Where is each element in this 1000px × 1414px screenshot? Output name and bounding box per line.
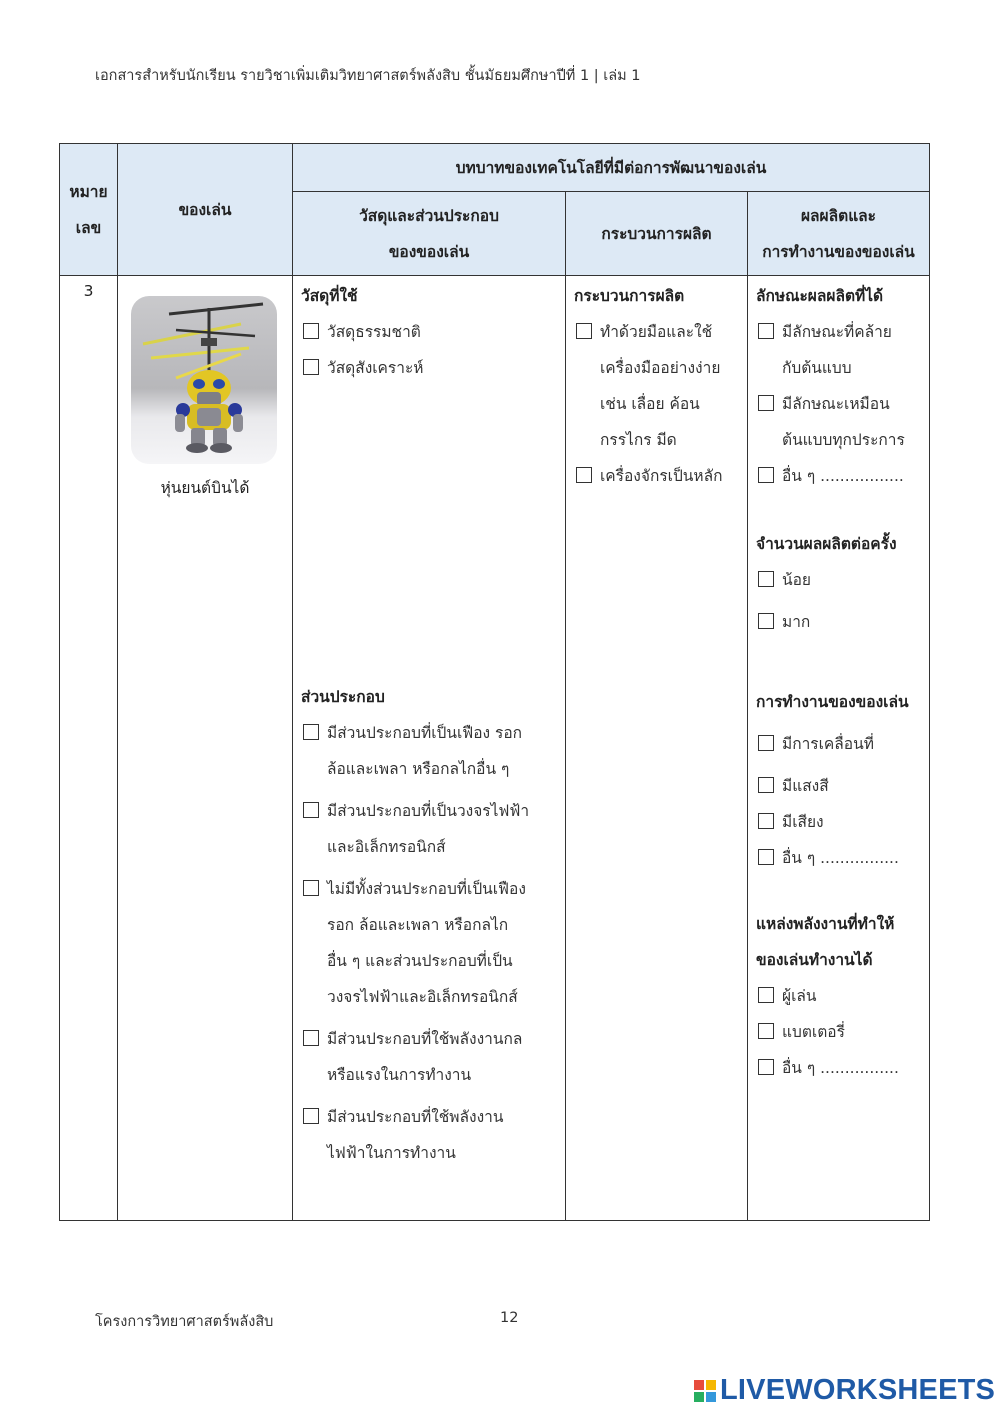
- footer-project: โครงการวิทยาศาสตร์พลังสิบ: [95, 1314, 274, 1330]
- row-number-cell: [60, 276, 118, 1221]
- checkbox[interactable]: [303, 1030, 319, 1046]
- option-player[interactable]: ผู้เล่น: [756, 978, 927, 1014]
- header-number: หมาย เลข: [60, 144, 118, 276]
- option-sound[interactable]: มีเสียง: [756, 804, 927, 840]
- option-electric-energy[interactable]: มีส่วนประกอบที่ใช้พลังงาน ไฟฟ้าในการทำงาน: [301, 1099, 563, 1171]
- flying-robot-image: [131, 296, 277, 464]
- document-header: เอกสารสำหรับนักเรียน รายวิชาเพิ่มเติมวิทยาศาสตร์พลังสิบ ชั้นมัธยมศึกษาปีที่ 1 | เล่ม 1: [95, 68, 641, 84]
- materials-used-title: วัสดุที่ใช้: [301, 287, 358, 305]
- function-title: การทำงานของของเล่น: [756, 693, 909, 711]
- page-number: 12: [500, 1310, 519, 1326]
- option-energy-other[interactable]: อื่น ๆ ................: [756, 1050, 927, 1086]
- option-electronic-parts[interactable]: มีส่วนประกอบที่เป็นวงจรไฟฟ้า และอิเล็กทรอนิกส์: [301, 793, 563, 865]
- product-characteristics-section: [756, 278, 927, 494]
- liveworksheets-brand[interactable]: [694, 1374, 995, 1407]
- header-materials: วัสดุและส่วนประกอบ ของของเล่น: [293, 192, 566, 276]
- checkbox[interactable]: [303, 1108, 319, 1124]
- checkbox[interactable]: [303, 323, 319, 339]
- checkbox[interactable]: [758, 813, 774, 829]
- checkbox[interactable]: [576, 323, 592, 339]
- quantity-section: [756, 526, 927, 640]
- checkbox[interactable]: [758, 395, 774, 411]
- checkbox[interactable]: [758, 1059, 774, 1075]
- quantity-title: จำนวนผลผลิตต่อครั้ง: [756, 535, 897, 553]
- checkbox[interactable]: [758, 987, 774, 1003]
- option-battery[interactable]: แบตเตอรี่: [756, 1014, 927, 1050]
- option-identical-prototype[interactable]: มีลักษณะเหมือน ต้นแบบทุกประการ: [756, 386, 927, 458]
- liveworksheets-logo-icon: [694, 1380, 716, 1402]
- checkbox[interactable]: [758, 613, 774, 629]
- materials-cell: [293, 276, 566, 1221]
- checkbox[interactable]: [758, 571, 774, 587]
- process-section: [574, 278, 745, 494]
- checkbox[interactable]: [303, 802, 319, 818]
- checkbox[interactable]: [758, 467, 774, 483]
- energy-title: แหล่งพลังงานที่ทำให้ ของเล่นทำงานได้: [756, 915, 895, 969]
- row-number: 3: [83, 282, 94, 300]
- product-cell: [748, 276, 930, 1221]
- checkbox[interactable]: [758, 849, 774, 865]
- option-light[interactable]: มีแสงสี: [756, 768, 927, 804]
- materials-used-section: [301, 278, 563, 386]
- option-no-parts[interactable]: ไม่มีทั้งส่วนประกอบที่เป็นเฟือง รอก ล้อและเพลา หรือกลไก อื่น ๆ และส่วนประกอบที่เป็น วงจรไฟฟ้าและอิเล็กทรอนิกส์: [301, 871, 563, 1015]
- option-func-other[interactable]: อื่น ๆ ................: [756, 840, 927, 876]
- toy-cell: [118, 276, 293, 1221]
- option-mechanical-energy[interactable]: มีส่วนประกอบที่ใช้พลังงานกล หรือแรงในการทำงาน: [301, 1021, 563, 1093]
- checkbox[interactable]: [303, 359, 319, 375]
- option-few[interactable]: น้อย: [756, 562, 927, 598]
- checkbox[interactable]: [758, 323, 774, 339]
- toy-technology-table: [59, 143, 930, 1221]
- option-handmade[interactable]: ทำด้วยมือและใช้ เครื่องมืออย่างง่าย เช่น เลื่อย ค้อน กรรไกร มีด: [574, 314, 745, 458]
- checkbox[interactable]: [303, 880, 319, 896]
- checkbox[interactable]: [758, 735, 774, 751]
- header-toy: ของเล่น: [118, 144, 293, 276]
- option-movement[interactable]: มีการเคลื่อนที่: [756, 726, 927, 762]
- energy-section: [756, 906, 927, 1086]
- checkbox[interactable]: [758, 1023, 774, 1039]
- option-synthetic-material[interactable]: วัสดุสังเคราะห์: [301, 350, 563, 386]
- header-product: ผลผลิตและ การทำงานของของเล่น: [748, 192, 930, 276]
- checkbox[interactable]: [758, 777, 774, 793]
- option-char-other[interactable]: อื่น ๆ .................: [756, 458, 927, 494]
- option-many[interactable]: มาก: [756, 604, 927, 640]
- brand-name: LIVEWORKSHEETS: [720, 1374, 996, 1406]
- checkbox[interactable]: [303, 724, 319, 740]
- option-similar-prototype[interactable]: มีลักษณะที่คล้าย กับต้นแบบ: [756, 314, 927, 386]
- characteristics-title: ลักษณะผลผลิตที่ได้: [756, 287, 884, 305]
- process-cell: [566, 276, 748, 1221]
- option-mechanical-parts[interactable]: มีส่วนประกอบที่เป็นเฟือง รอก ล้อและเพลา หรือกลไกอื่น ๆ: [301, 715, 563, 787]
- header-process: กระบวนการผลิต: [566, 192, 748, 276]
- parts-section: [301, 679, 563, 1171]
- option-machine[interactable]: เครื่องจักรเป็นหลัก: [574, 458, 745, 494]
- parts-title: ส่วนประกอบ: [301, 688, 385, 706]
- process-title: กระบวนการผลิต: [574, 287, 685, 305]
- toy-name: หุ่นยนต์บินได้: [160, 479, 250, 497]
- header-technology-role: บทบาทของเทคโนโลยีที่มีต่อการพัฒนาของเล่น: [293, 144, 930, 192]
- option-natural-material[interactable]: วัสดุธรรมชาติ: [301, 314, 563, 350]
- checkbox[interactable]: [576, 467, 592, 483]
- function-section: [756, 684, 927, 876]
